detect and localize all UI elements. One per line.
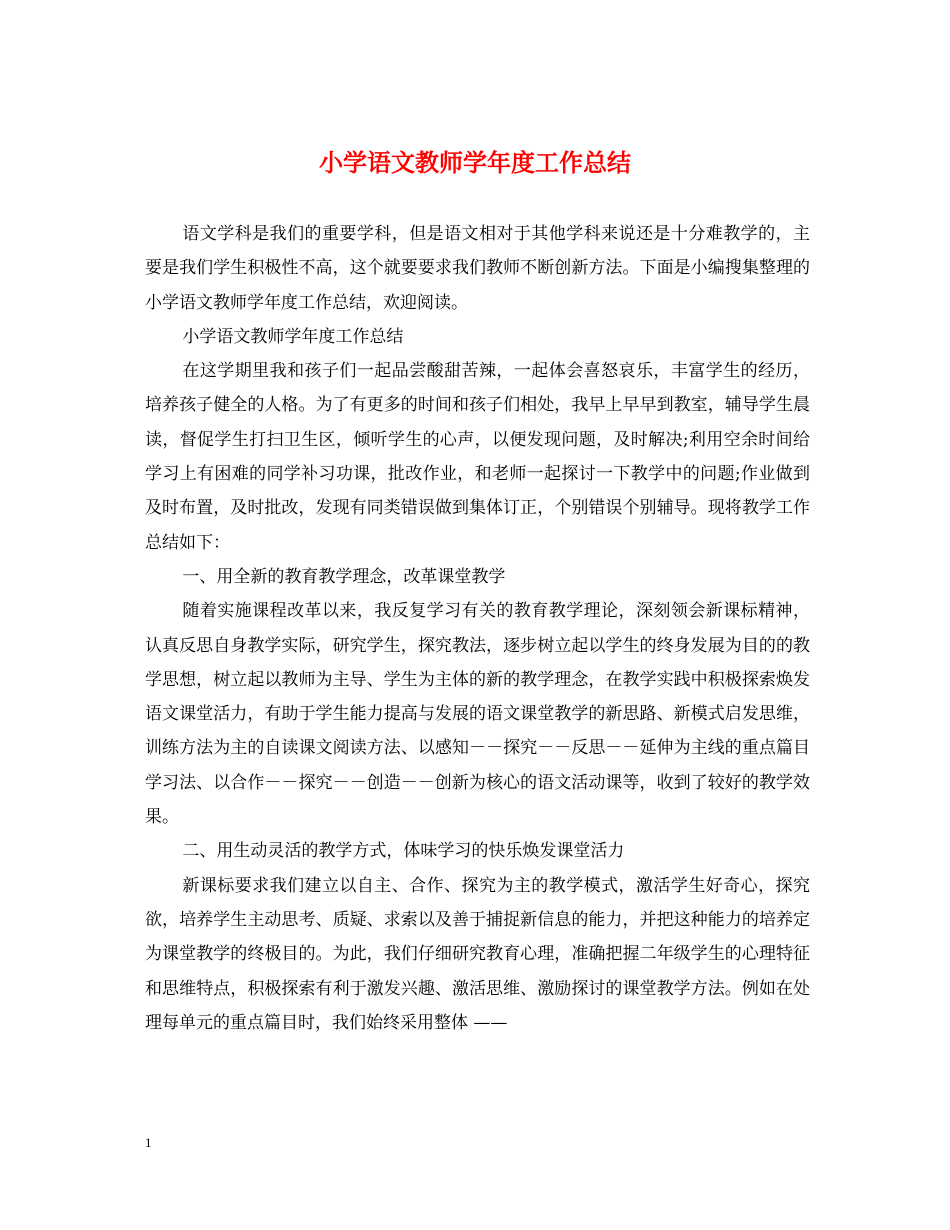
- section-heading-2: 二、用生动灵活的教学方式，体味学习的快乐焕发课堂活力: [182, 841, 625, 862]
- document-body: [145, 217, 810, 1040]
- paragraph-section-1: 随着实施课程改革以来，我反复学习有关的教育教学理论，深刻领会新课标精神，认真反思自身教学实际，研究学生，探究教法，逐步树立起以学生的终身发展为目的的教学思想，树立起以教师为主导、学生为主体的新的教学理念，在教学实践中积极探索焕发语文课堂活力，有助于学生能力提高与发展的语文课堂教学的新思路、新模式启发思维，训练方法为主的自读课文阅读方法、以感知－－探究－－反思－－延伸为主线的重点篇目学习法、以合作－－探究－－创造－－创新为核心的语文活动课等，收到了较好的教学效果。: [145, 601, 810, 828]
- section-heading-1: 一、用全新的教育教学理念，改革课堂教学: [182, 566, 506, 587]
- paragraph-section-2: 新课标要求我们建立以自主、合作、探究为主的教学模式，激活学生好奇心，探究欲，培养学生主动思考、质疑、求索以及善于捕捉新信息的能力，并把这种能力的培养定为课堂教学的终极目的。为此，我们仔细研究教育心理，准确把握二年级学生的心理特征和思维特点，积极探索有利于激发兴趣、激活思维、激励探讨的课堂教学方法。例如在处理每单元的重点篇目时，我们始终采用整体 ——: [145, 875, 810, 1033]
- page-number: 1: [145, 1135, 152, 1150]
- paragraph-subtitle: 小学语文教师学年度工作总结: [182, 326, 404, 347]
- paragraph-overview: 在这学期里我和孩子们一起品尝酸甜苦辣，一起体会喜怒哀乐，丰富学生的经历，培养孩子健全的人格。为了有更多的时间和孩子们相处，我早上早早到教室，辅导学生晨读，督促学生打扫卫生区，倾听学生的心声，以便发现问题，及时解决;利用空余时间给学习上有困难的同学补习功课，批改作业，和老师一起探讨一下教学中的问题;作业做到及时布置，及时批改，发现有同类错误做到集体订正，个别错误个别辅导。现将教学工作总结如下：: [145, 361, 810, 553]
- paragraph-intro: 语文学科是我们的重要学科，但是语文相对于其他学科来说还是十分难教学的，主要是我们学生积极性不高，这个就要要求我们教师不断创新方法。下面是小编搜集整理的小学语文教师学年度工作总结，欢迎阅读。: [145, 224, 810, 313]
- document-title: 小学语文教师学年度工作总结: [319, 148, 631, 177]
